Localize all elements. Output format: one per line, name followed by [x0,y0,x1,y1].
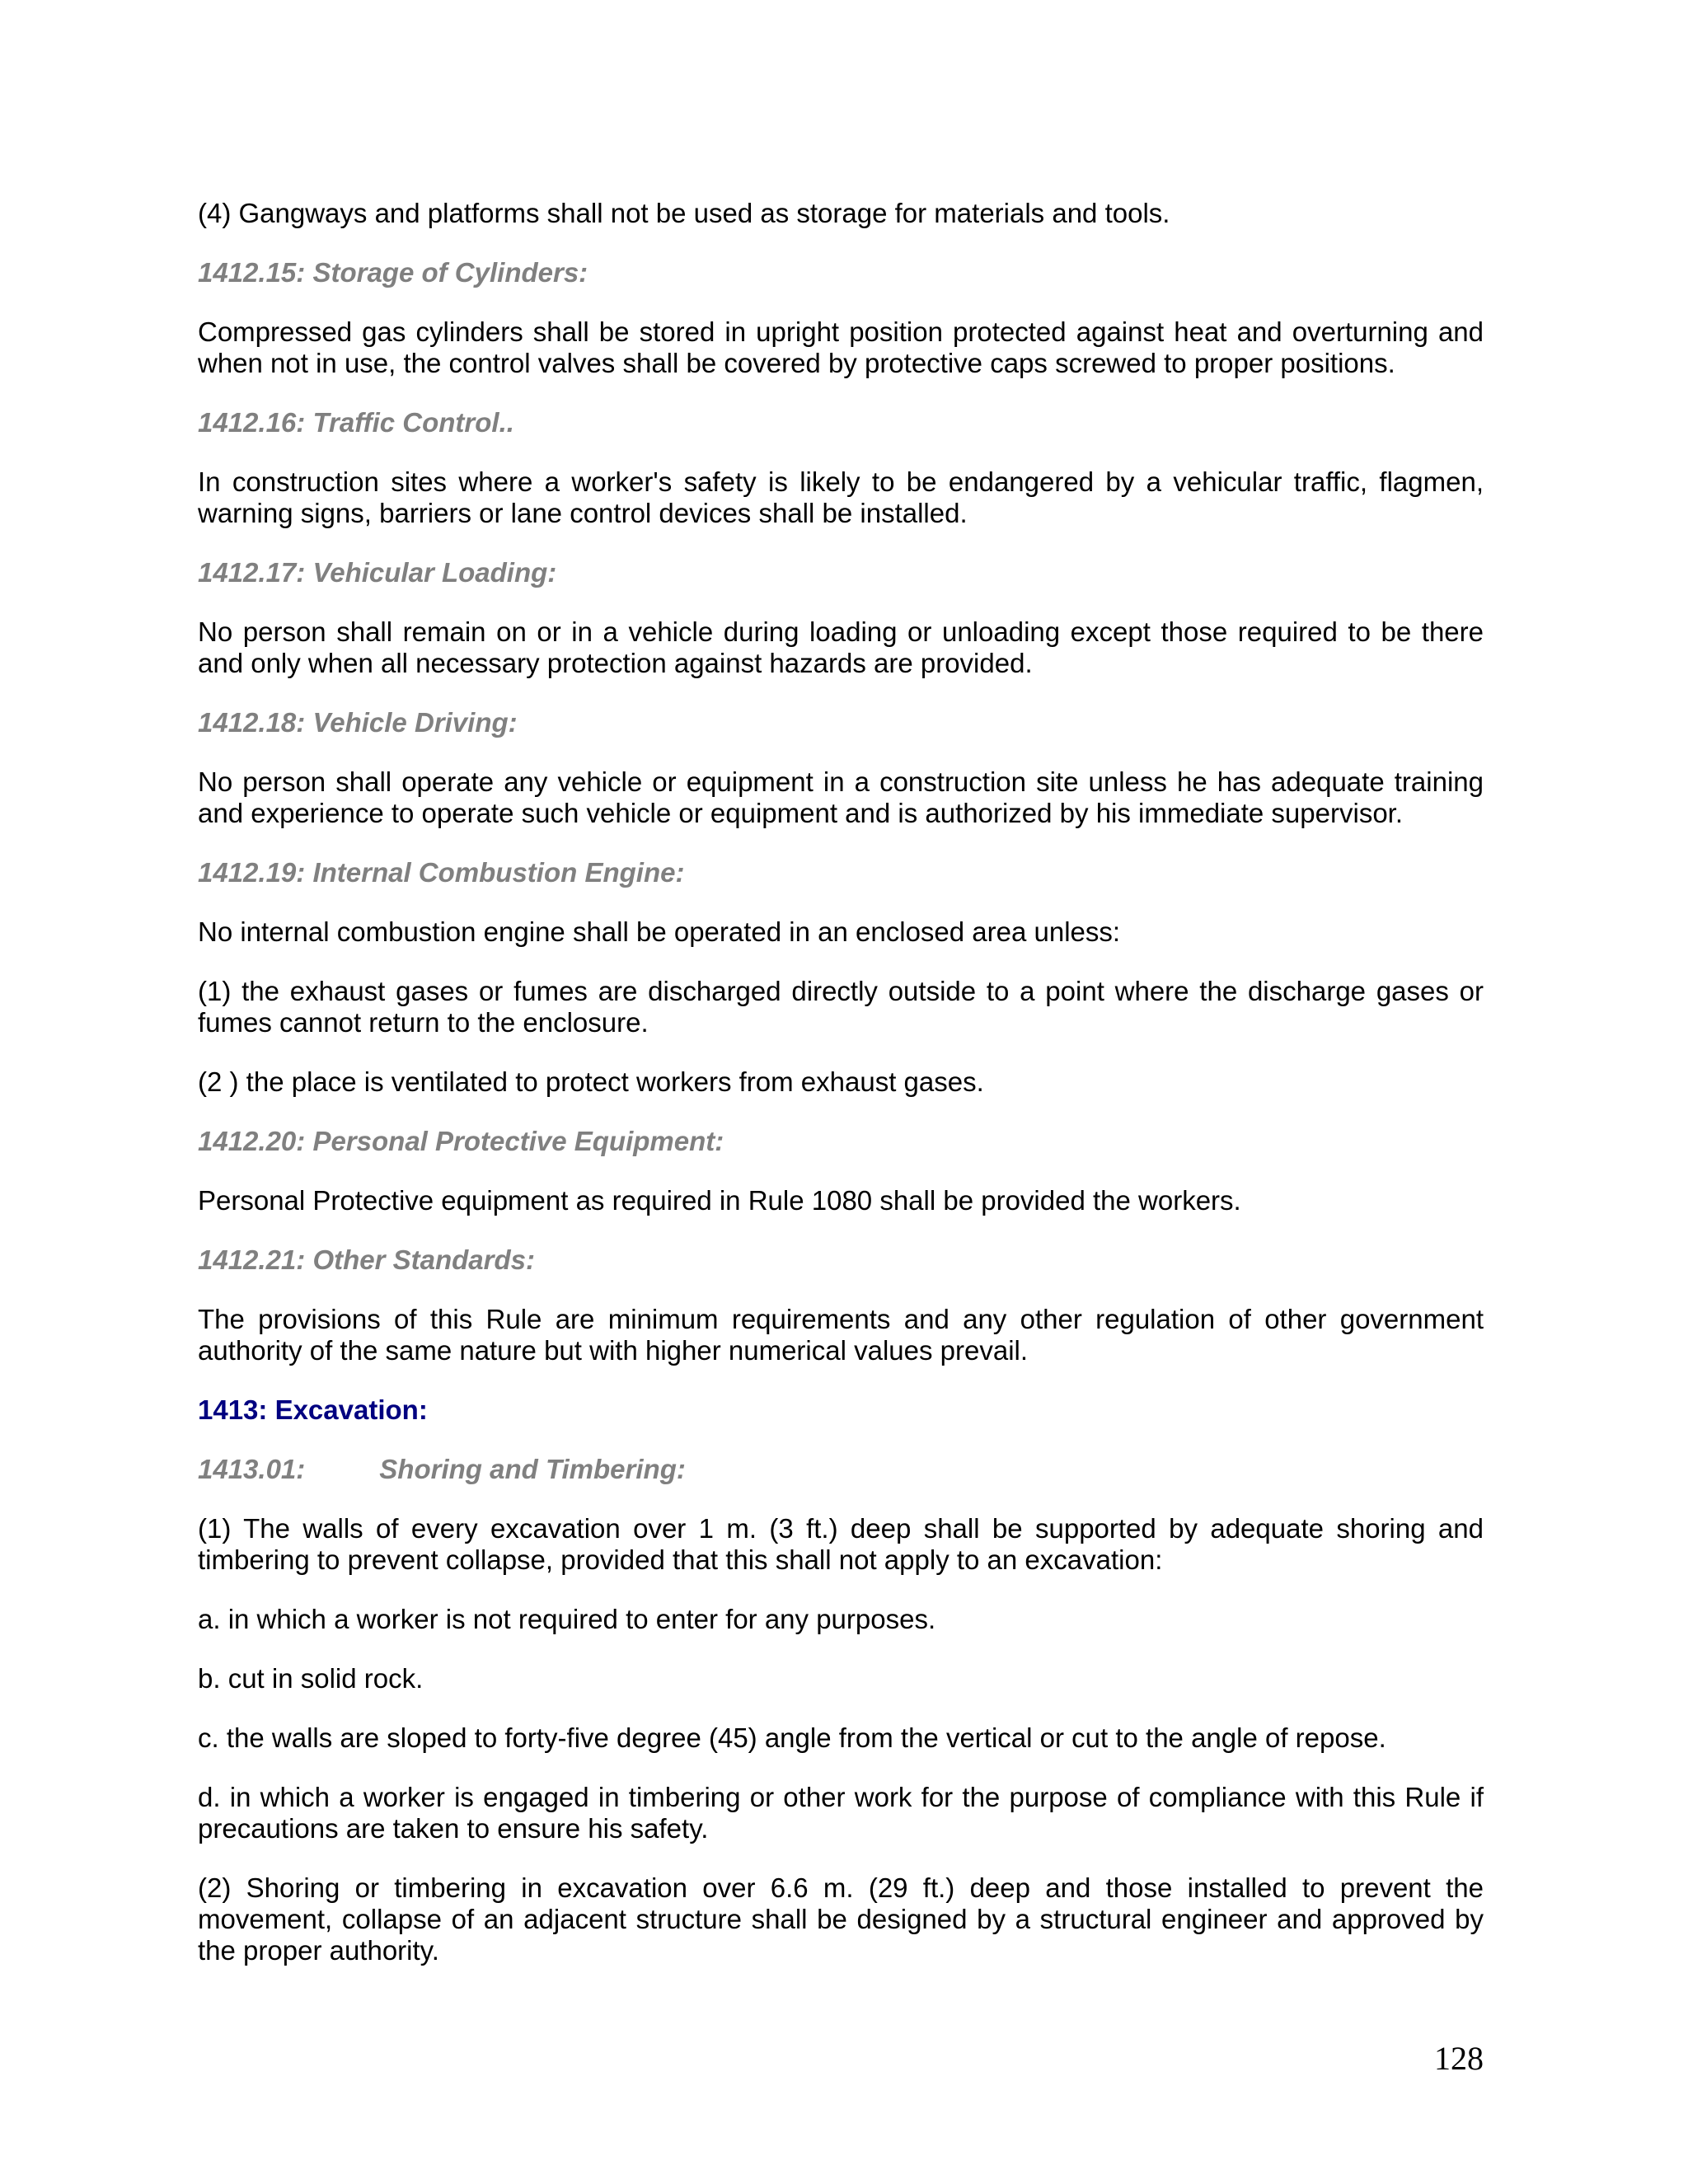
paragraph: No internal combustion engine shall be operated in an enclosed area unless: [198,916,1121,947]
paragraph: (1) The walls of every excavation over 1 m. (3 ft.) deep shall be supported by adequate shoring and timbering to prevent collapse, provided that this shall not apply to an excavation: [198,1513,1484,1575]
section-heading [198,1454,1484,1485]
paragraph: No person shall remain on or in a vehicle during loading or unloading except those required to be there and only when all necessary protection against hazards are provided. [198,616,1484,678]
section-heading: 1412.17: Vehicular Loading: [198,557,557,588]
section-heading: 1412.18: Vehicle Driving: [198,707,518,738]
section-title: Shoring and Timbering: [379,1454,686,1484]
paragraph: No person shall operate any vehicle or equipment in a construction site unless he has adequate training and experience to operate such vehicle or equipment and is authorized by his immediate supervisor. [198,766,1484,828]
section-heading: 1412.19: Internal Combustion Engine: [198,857,685,888]
page-number: 128 [1434,2040,1484,2077]
list-item: a. in which a worker is not required to enter for any purposes. [198,1604,936,1634]
section-heading: 1412.15: Storage of Cylinders: [198,257,588,288]
list-item: b. cut in solid rock. [198,1663,424,1694]
section-heading: 1412.20: Personal Protective Equipment: [198,1126,724,1156]
chapter-heading: 1413: Excavation: [198,1394,428,1425]
paragraph: (2) Shoring or timbering in excavation over 6.6 m. (29 ft.) deep and those installed to prevent the movement, collapse of an adjacent structure shall be designed by a structural engineer and approved by the proper authority. [198,1872,1484,1966]
paragraph: Compressed gas cylinders shall be stored in upright position protected against heat and overturning and when not in use, the control valves shall be covered by protective caps screwed to proper positions. [198,316,1484,378]
list-item: (1) the exhaust gases or fumes are discharged directly outside to a point where the discharge gases or fumes cannot return to the enclosure. [198,976,1484,1038]
paragraph: Personal Protective equipment as required in Rule 1080 shall be provided the workers. [198,1185,1241,1216]
section-heading: 1412.16: Traffic Control.. [198,407,514,438]
section-heading: 1412.21: Other Standards: [198,1244,535,1275]
paragraph: In construction sites where a worker's safety is likely to be endangered by a vehicular traffic, flagmen, warning signs, barriers or lane control devices shall be installed. [198,466,1484,528]
section-number: 1413.01: [198,1454,306,1484]
list-item: c. the walls are sloped to forty-five degree (45) angle from the vertical or cut to the angle of repose. [198,1722,1386,1753]
document-page [198,198,1484,1994]
paragraph: (4) Gangways and platforms shall not be used as storage for materials and tools. [198,198,1170,228]
list-item: d. in which a worker is engaged in timbering or other work for the purpose of compliance with this Rule if precautions are taken to ensure his safety. [198,1782,1484,1844]
paragraph: The provisions of this Rule are minimum requirements and any other regulation of other government authority of the same nature but with higher numerical values prevail. [198,1304,1484,1366]
list-item: (2 ) the place is ventilated to protect workers from exhaust gases. [198,1066,984,1097]
